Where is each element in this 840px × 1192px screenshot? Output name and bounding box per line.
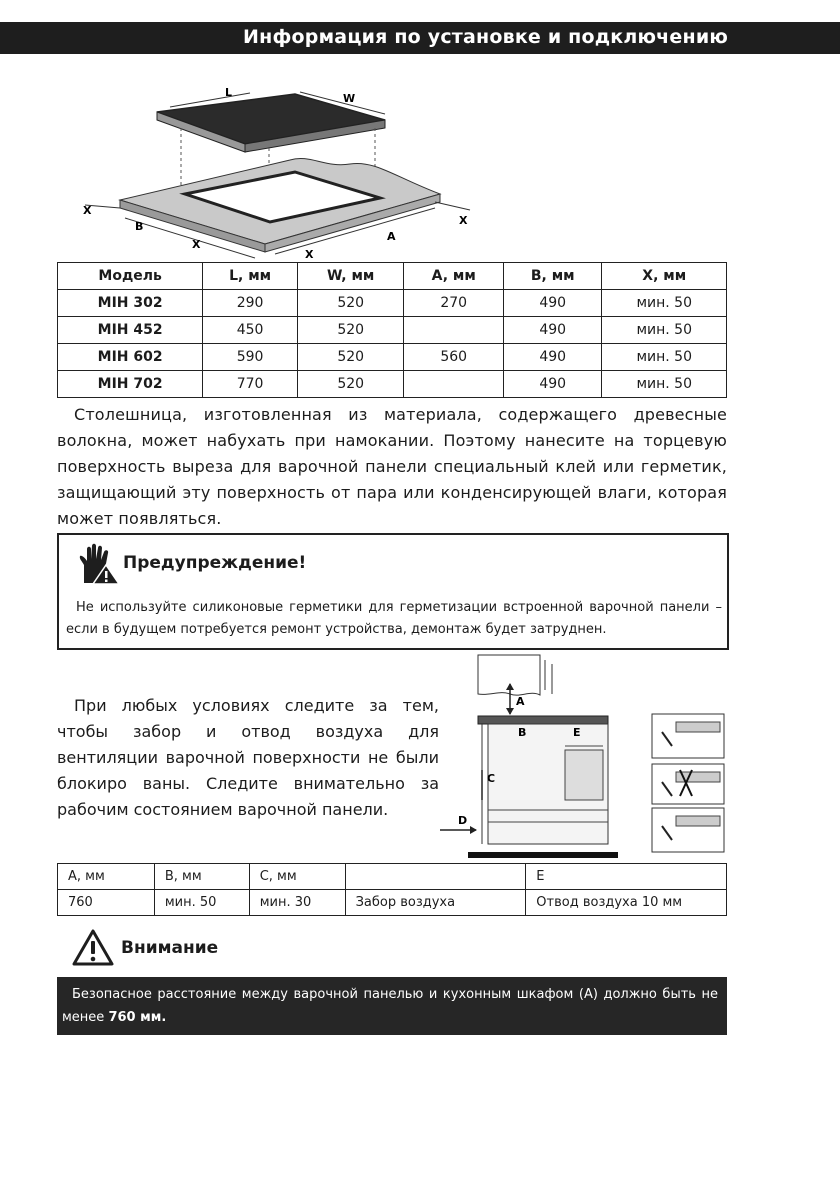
cell-D-value: Забор воздуха [345, 890, 526, 916]
attention-text-prefix: Безопасное расстояние между варочной панелью и кухонным шкафом (A) должно быть не менее [62, 987, 718, 1025]
col-header-A: A, мм [404, 263, 503, 290]
cell-model: MIH 602 [58, 344, 203, 371]
cell-model: MIH 302 [58, 290, 203, 317]
attention-text-bold: 760 мм. [108, 1010, 167, 1025]
cell-A-header: A, мм [58, 864, 155, 890]
table-row [58, 890, 727, 916]
cell-model: MIH 702 [58, 371, 203, 398]
table-row [58, 290, 727, 317]
table-row [58, 317, 727, 344]
cell-L: 290 [203, 290, 298, 317]
warning-title: Предупреждение! [123, 553, 307, 573]
col-header-X: X, мм [602, 263, 727, 290]
col-header-model: Модель [58, 263, 203, 290]
warning-triangle-icon [72, 929, 114, 967]
cell-C-header: C, мм [249, 864, 345, 890]
cell-B: 490 [503, 290, 602, 317]
cell-A [404, 371, 503, 398]
cell-C-value: мин. 30 [249, 890, 345, 916]
countertop-note-paragraph: Столешница, изготовленная из материала, содержащего древесные волокна, может набухать при намокании. Поэтому нанесите на торцевую поверхность выреза для варочной панели специальный клей или герметик, защищающий эту поверхность от пара или конденсирующей влаги, которая может появляться. [57, 405, 727, 528]
hand-warning-icon [76, 543, 120, 585]
cell-X: мин. 50 [602, 290, 727, 317]
label-A: A [387, 230, 396, 243]
table-header-row [58, 263, 727, 290]
table-row [58, 371, 727, 398]
label-X-right: X [459, 214, 468, 227]
cutout-diagram [75, 82, 485, 262]
cell-E-value: Отвод воздуха 10 мм [526, 890, 727, 916]
warning-box [57, 533, 729, 650]
clearance-table [57, 863, 727, 916]
ventilation-diagram [440, 650, 730, 862]
cell-B: 490 [503, 371, 602, 398]
header-bar [0, 22, 840, 54]
vent-label-B: B [518, 726, 527, 739]
cell-L: 590 [203, 344, 298, 371]
col-header-W: W, мм [297, 263, 404, 290]
cell-W: 520 [297, 290, 404, 317]
table-row [58, 344, 727, 371]
cell-D-header [345, 864, 526, 890]
col-header-B: B, мм [503, 263, 602, 290]
attention-box [57, 977, 727, 1035]
cell-A-value: 760 [58, 890, 155, 916]
cell-B: 490 [503, 317, 602, 344]
cell-X: мин. 50 [602, 317, 727, 344]
cell-B-value: мин. 50 [154, 890, 249, 916]
model-dimensions-table [57, 262, 727, 398]
vent-label-E: E [573, 726, 581, 739]
attention-title: Внимание [121, 938, 219, 958]
cell-B: 490 [503, 344, 602, 371]
cell-W: 520 [297, 344, 404, 371]
cell-W: 520 [297, 371, 404, 398]
label-L: L [225, 86, 233, 99]
cell-L: 770 [203, 371, 298, 398]
col-header-L: L, мм [203, 263, 298, 290]
label-X-bottom: X [305, 248, 314, 261]
label-B: B [135, 220, 144, 233]
label-W: W [343, 92, 356, 105]
cell-model: MIH 452 [58, 317, 203, 344]
label-X-bottom-left: X [192, 238, 201, 251]
cell-W: 520 [297, 317, 404, 344]
vent-label-D: D [458, 814, 468, 827]
ventilation-paragraph: При любых условиях следите за тем, чтобы забор и отвод воздуха для вентиляции варочной поверхности не были блокиро ваны. Следите внимательно за рабочим состоянием варочной панели. [57, 696, 439, 819]
cell-X: мин. 50 [602, 344, 727, 371]
vent-label-A: A [516, 695, 525, 708]
attention-text [62, 983, 718, 1029]
cell-A [404, 317, 503, 344]
cell-B-header: B, мм [154, 864, 249, 890]
page-title: Информация по установке и подключению [243, 26, 728, 48]
cell-E-header: E [526, 864, 727, 890]
cell-L: 450 [203, 317, 298, 344]
cell-A: 560 [404, 344, 503, 371]
cell-A: 270 [404, 290, 503, 317]
cell-X: мин. 50 [602, 371, 727, 398]
label-X-left: X [83, 204, 92, 217]
table-row [58, 864, 727, 890]
warning-text: Не используйте силиконовые герметики для герметизации встроенной варочной панели – если в будущем потребуется ремонт устройства, демонтаж будет затруднен. [66, 600, 722, 637]
vent-label-C: C [487, 772, 496, 785]
